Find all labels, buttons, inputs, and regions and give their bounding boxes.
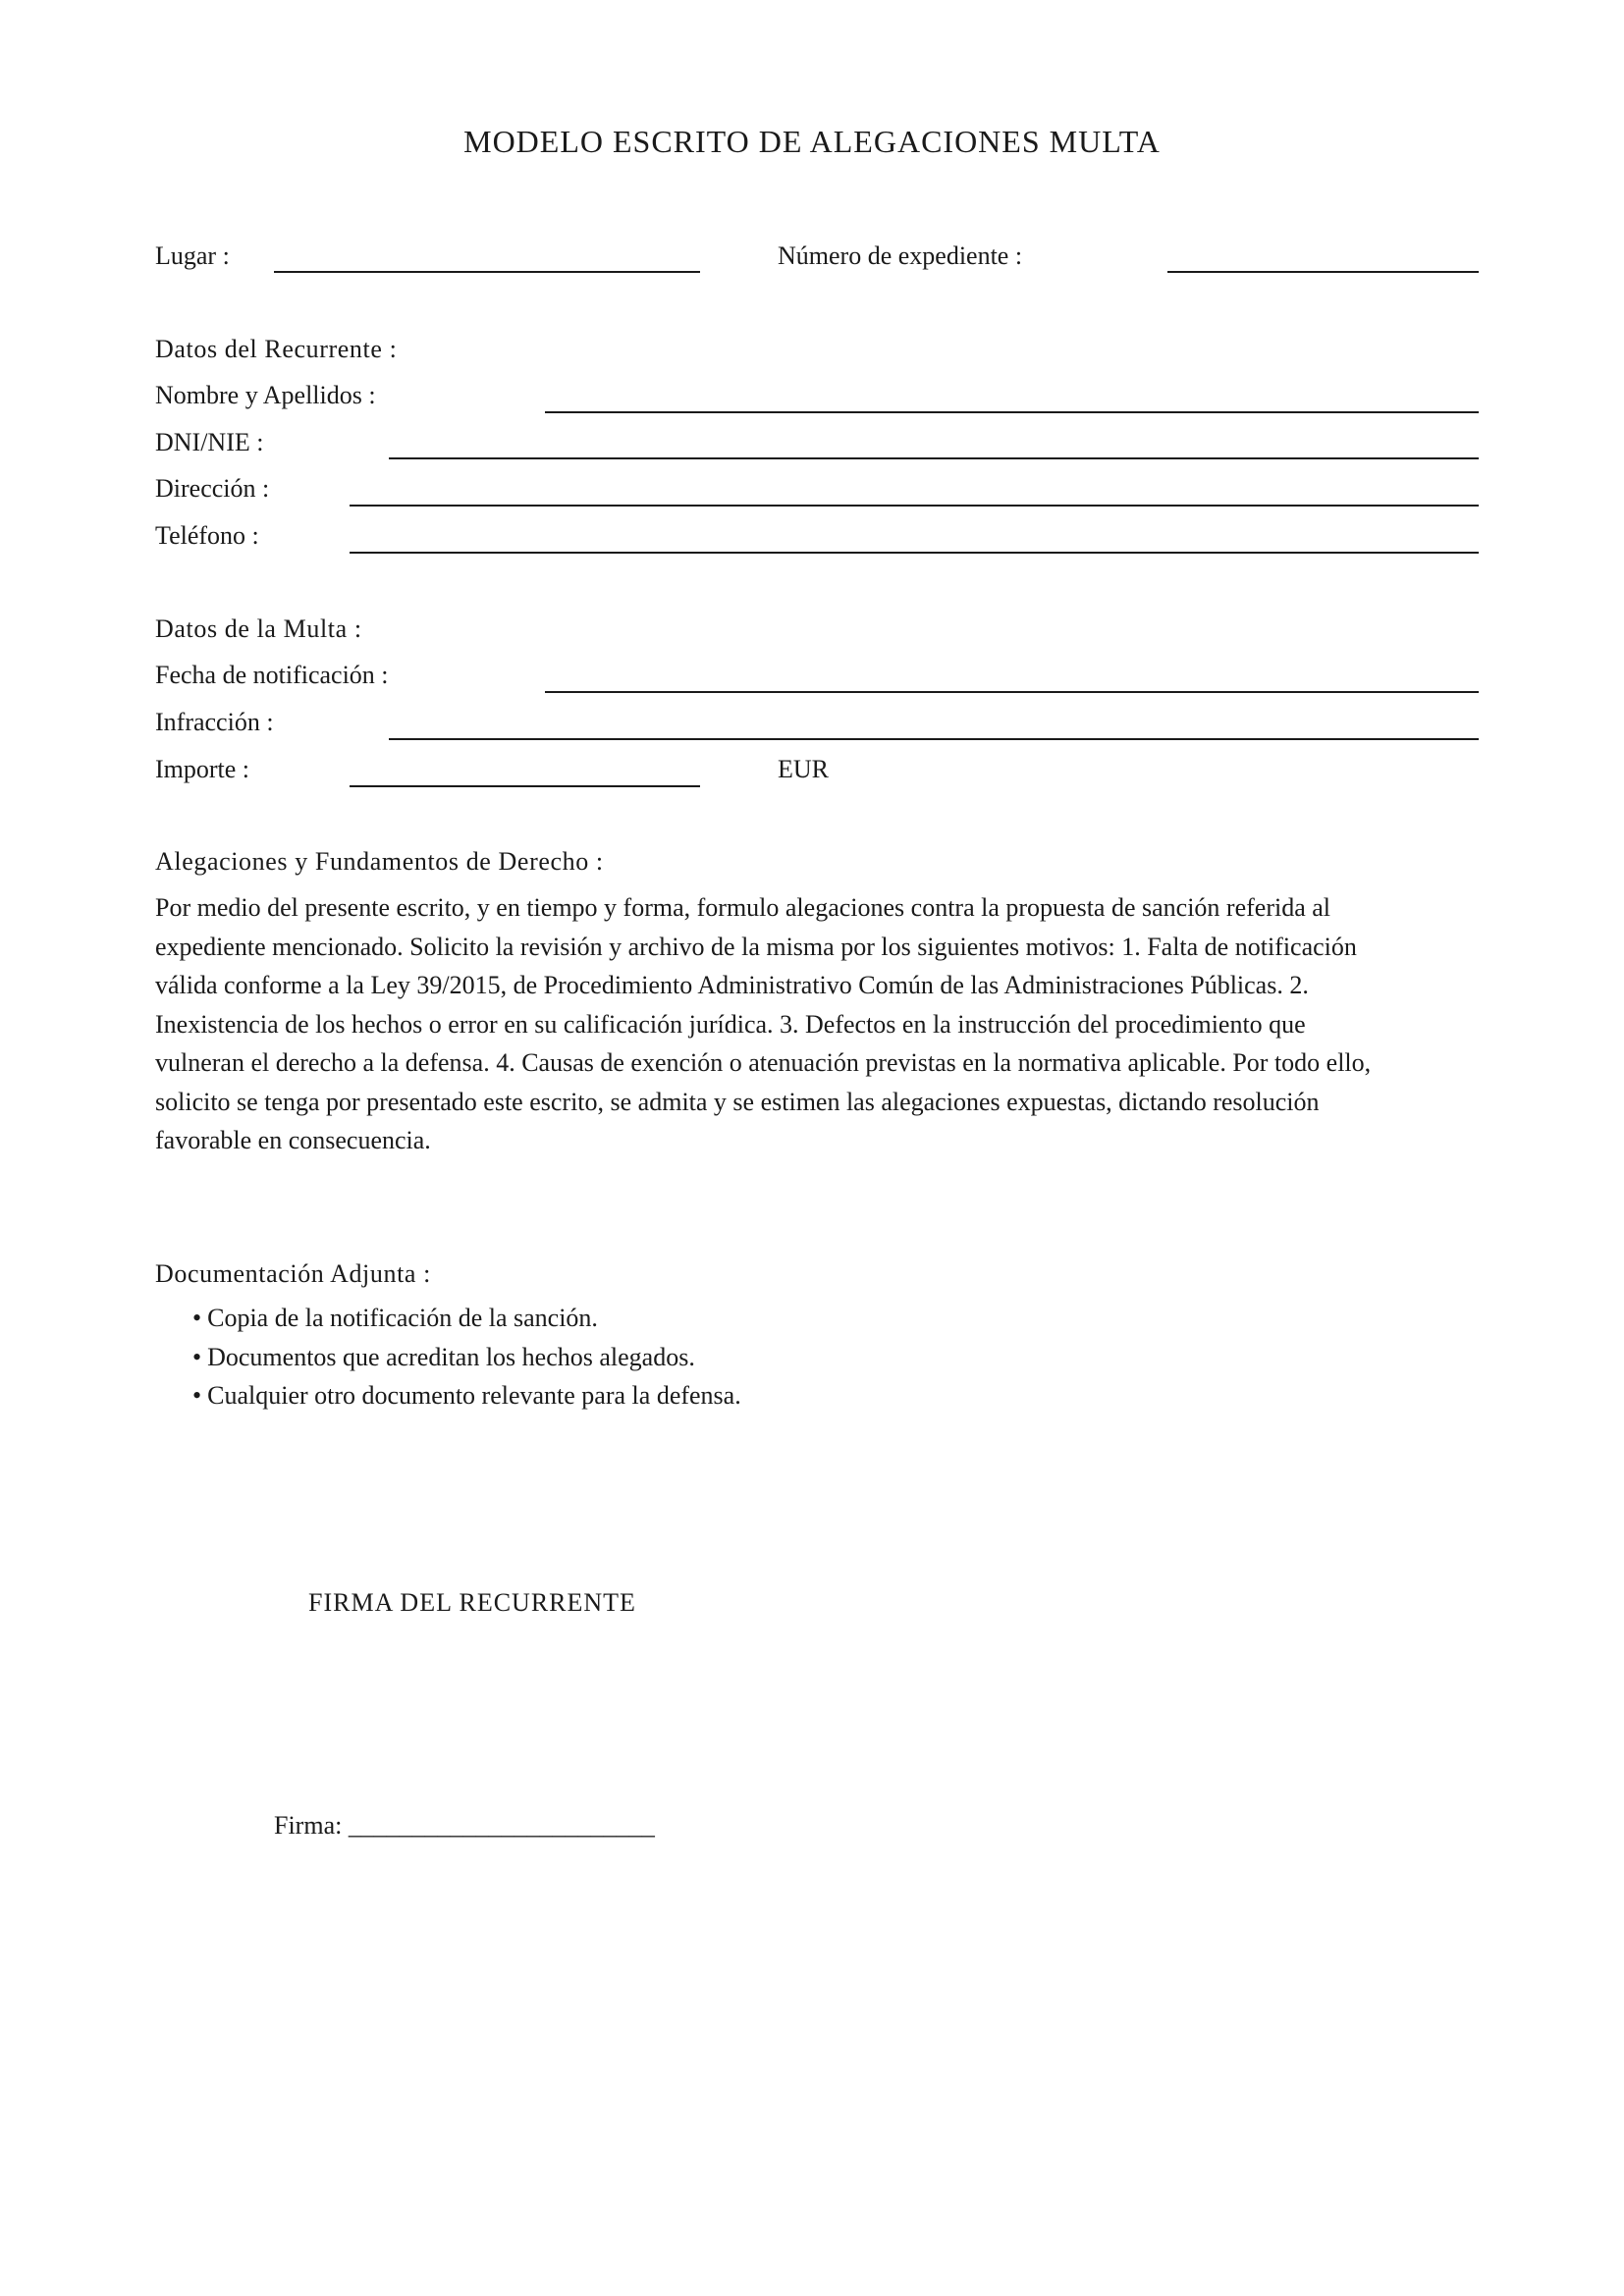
dni-field[interactable] xyxy=(389,430,1479,459)
dni-label: DNI/NIE : xyxy=(155,428,264,456)
firma-line[interactable]: Firma: ________________________ xyxy=(274,1811,655,1840)
alegaciones-heading: Alegaciones y Fundamentos de Derecho : xyxy=(155,847,604,876)
infraccion-label: Infracción : xyxy=(155,708,274,736)
importe-field[interactable] xyxy=(350,758,700,787)
firma-heading: FIRMA DEL RECURRENTE xyxy=(308,1588,636,1617)
bullet-icon: • xyxy=(192,1342,202,1371)
direccion-label: Dirección : xyxy=(155,474,270,503)
paragraph-line: expediente mencionado. Solicito la revisión y archivo de la misma por los siguientes motivos: 1. Falta de notificación xyxy=(155,932,1357,961)
documentacion-list xyxy=(192,1299,741,1415)
paragraph-line: válida conforme a la Ley 39/2015, de Procedimiento Administrativo Común de las Administraciones Públicas. 2. xyxy=(155,971,1309,999)
list-item xyxy=(192,1376,741,1415)
nombre-field[interactable] xyxy=(545,384,1479,413)
importe-label: Importe : xyxy=(155,755,250,783)
paragraph-line: Inexistencia de los hechos o error en su calificación jurídica. 3. Defectos en la instrucción del procedimiento que xyxy=(155,1009,1306,1039)
infraccion-field[interactable] xyxy=(389,711,1479,740)
recurrente-heading: Datos del Recurrente : xyxy=(155,335,398,363)
bullet-icon: • xyxy=(192,1381,202,1410)
expediente-label: Número de expediente : xyxy=(778,241,1023,270)
direccion-field[interactable] xyxy=(350,477,1479,507)
fecha-label: Fecha de notificación : xyxy=(155,661,389,689)
document-title: MODELO ESCRITO DE ALEGACIONES MULTA xyxy=(463,124,1161,159)
nombre-label: Nombre y Apellidos : xyxy=(155,381,376,409)
bullet-icon: • xyxy=(192,1304,202,1332)
paragraph-line: Por medio del presente escrito, y en tiempo y forma, formulo alegaciones contra la propuesta de sanción referida al xyxy=(155,893,1331,922)
fecha-field[interactable] xyxy=(545,664,1479,693)
currency-label: EUR xyxy=(778,755,829,783)
list-item-text: Documentos que acreditan los hechos alegados. xyxy=(207,1342,695,1371)
telefono-field[interactable] xyxy=(350,524,1479,554)
telefono-label: Teléfono : xyxy=(155,521,259,550)
lugar-label: Lugar : xyxy=(155,241,230,270)
list-item-text: Copia de la notificación de la sanción. xyxy=(207,1304,598,1332)
multa-heading: Datos de la Multa : xyxy=(155,614,362,643)
paragraph-line: favorable en consecuencia. xyxy=(155,1126,431,1154)
list-item-text: Cualquier otro documento relevante para la defensa. xyxy=(207,1381,741,1410)
list-item xyxy=(192,1338,741,1377)
list-item xyxy=(192,1299,741,1338)
paragraph-line: vulneran el derecho a la defensa. 4. Causas de exención o atenuación previstas en la normativa aplicable. Por todo ello, xyxy=(155,1048,1372,1077)
documentacion-heading: Documentación Adjunta : xyxy=(155,1259,431,1288)
alegaciones-paragraph xyxy=(155,888,1490,1160)
paragraph-line: solicito se tenga por presentado este escrito, se admita y se estimen las alegaciones expuestas, dictando resolución xyxy=(155,1087,1320,1116)
expediente-field[interactable] xyxy=(1167,243,1479,273)
lugar-field[interactable] xyxy=(274,243,700,273)
